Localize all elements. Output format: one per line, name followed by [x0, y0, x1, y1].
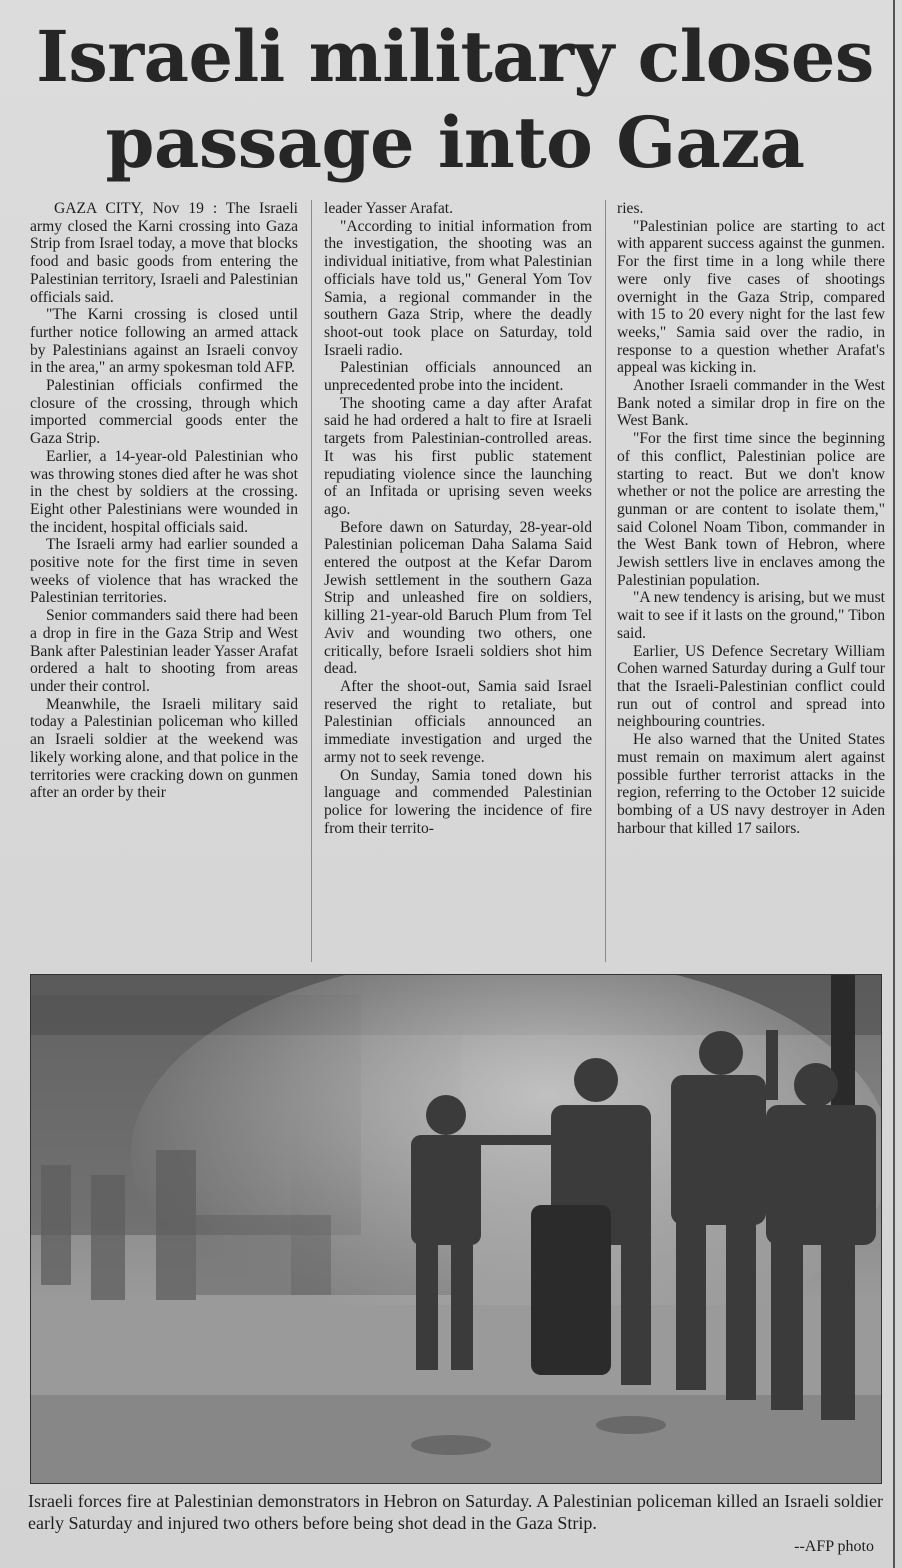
column-divider [605, 200, 606, 962]
soldiers-photo-illustration [31, 975, 881, 1483]
paragraph: Earlier, a 14-year-old Palestinian who was throwing stones died after he was shot in the chest by soldiers at the crossing. Eight other Palestinians were wounded in the incident, hospital officials said. [30, 447, 298, 536]
paragraph: On Sunday, Samia toned down his language and commended Palestinian police for lowering the incidence of fire from their territo- [324, 766, 592, 837]
paragraph: Earlier, US Defence Secretary William Cohen warned Saturday during a Gulf tour that the Israeli-Palestinian conflict could run out of control and spread into neighbouring countries. [617, 642, 885, 731]
column-divider [311, 200, 312, 962]
paragraph: The Israeli army had earlier sounded a positive note for the first time in seven weeks of violence that has wracked the Palestinian territories. [30, 536, 298, 607]
paragraph: "Palestinian police are starting to act with apparent success against the gunmen. For the first time in a long while there were only five cases of shootings overnight in the Gaza Strip, compared with 15 to 20 every night for the last few weeks," Samia said over the radio, in response to a question whether Arafat's appeal was kicking in. [617, 217, 885, 377]
paragraph: "A new tendency is arising, but we must wait to see if it lasts on the ground," Tibon said. [617, 589, 885, 642]
paragraph: After the shoot-out, Samia said Israel reserved the right to retaliate, but Palestinian officials announced an immediate investigation and urged the army not to seek revenge. [324, 677, 592, 766]
photo-caption: Israeli forces fire at Palestinian demonstrators in Hebron on Saturday. A Palestinian policeman killed an Israeli soldier early Saturday and injured two others before being shot dead in the Gaza Strip. [28, 1491, 883, 1533]
paragraph: "According to initial information from the investigation, the shooting was an individual initiative, from what Palestinian officials have told us," General Yom Tov Samia, a regional commander in the southern Gaza Strip, where the deadly shoot-out took place on Saturday, told Israeli radio. [324, 217, 592, 359]
paragraph: Senior commanders said there had been a drop in fire in the Gaza Strip and West Bank after Palestinian leader Yasser Arafat ordered a halt to shooting from areas under their control. [30, 607, 298, 695]
news-photo [30, 974, 882, 1484]
paragraph: "The Karni crossing is closed until further notice following an armed attack by Palestinians against an Israeli convoy in the area," an army spokesman told AFP. [30, 306, 298, 377]
paragraph: Meanwhile, the Israeli military said today a Palestinian policeman who killed an Israeli soldier at the weekend was likely working alone, and that police in the territories were cracking down on gunmen after an order by their [30, 695, 298, 802]
article-column-1 [30, 200, 298, 802]
paragraph: ries. [617, 200, 644, 217]
paragraph: GAZA CITY, Nov 19 : The Israeli army closed the Karni crossing into Gaza Strip from Israel today, a move that blocks food and basic goods from entering the Palestinian territory, Israeli and Palestinian officials said. [30, 200, 298, 306]
page-edge-rule [893, 0, 895, 1568]
headline-line-1: Israeli military closes [36, 15, 874, 98]
paragraph: He also warned that the United States must remain on maximum alert against possible further terrorist attacks in the region, referring to the October 12 suicide bombing of a US navy destroyer in Aden harbour that killed 17 sailors. [617, 731, 885, 837]
headline-line-2: passage into Gaza [105, 101, 805, 184]
paragraph: "For the first time since the beginning of this conflict, Palestinian police are starting to react. But we don't know whether or not the police are arresting the gunman or are content to isolate them," said Colonel Noam Tibon, commander in the West Bank town of Hebron, where Jewish settlers live in enclaves among the Palestinian population. [617, 430, 885, 589]
paragraph: Before dawn on Saturday, 28-year-old Palestinian policeman Daha Salama Said entered the outpost at the Kefar Darom Jewish settlement in the southern Gaza Strip and unleashed fire on soldiers, killing 21-year-old Baruch Plum from Tel Aviv and wounding two others, one critically, before Israeli soldiers shot him dead. [324, 518, 592, 678]
article-column-3 [617, 200, 885, 837]
paragraph: Another Israeli commander in the West Bank noted a similar drop in fire on the West Bank. [617, 377, 885, 430]
paragraph: Palestinian officials confirmed the closure of the crossing, through which imported commercial goods enter the Gaza Strip. [30, 377, 298, 448]
article-column-2 [324, 200, 592, 837]
paragraph: Palestinian officials announced an unprecedented probe into the incident. [324, 359, 592, 395]
paragraph: leader Yasser Arafat. [324, 200, 454, 217]
headline [20, 14, 890, 186]
photo-credit: --AFP photo [794, 1538, 874, 1555]
paragraph: The shooting came a day after Arafat said he had ordered a halt to fire at Israeli targets from Palestinian-controlled areas. It was his first public statement repudiating violence since the launching of an Infitada or uprising seven weeks ago. [324, 394, 592, 518]
